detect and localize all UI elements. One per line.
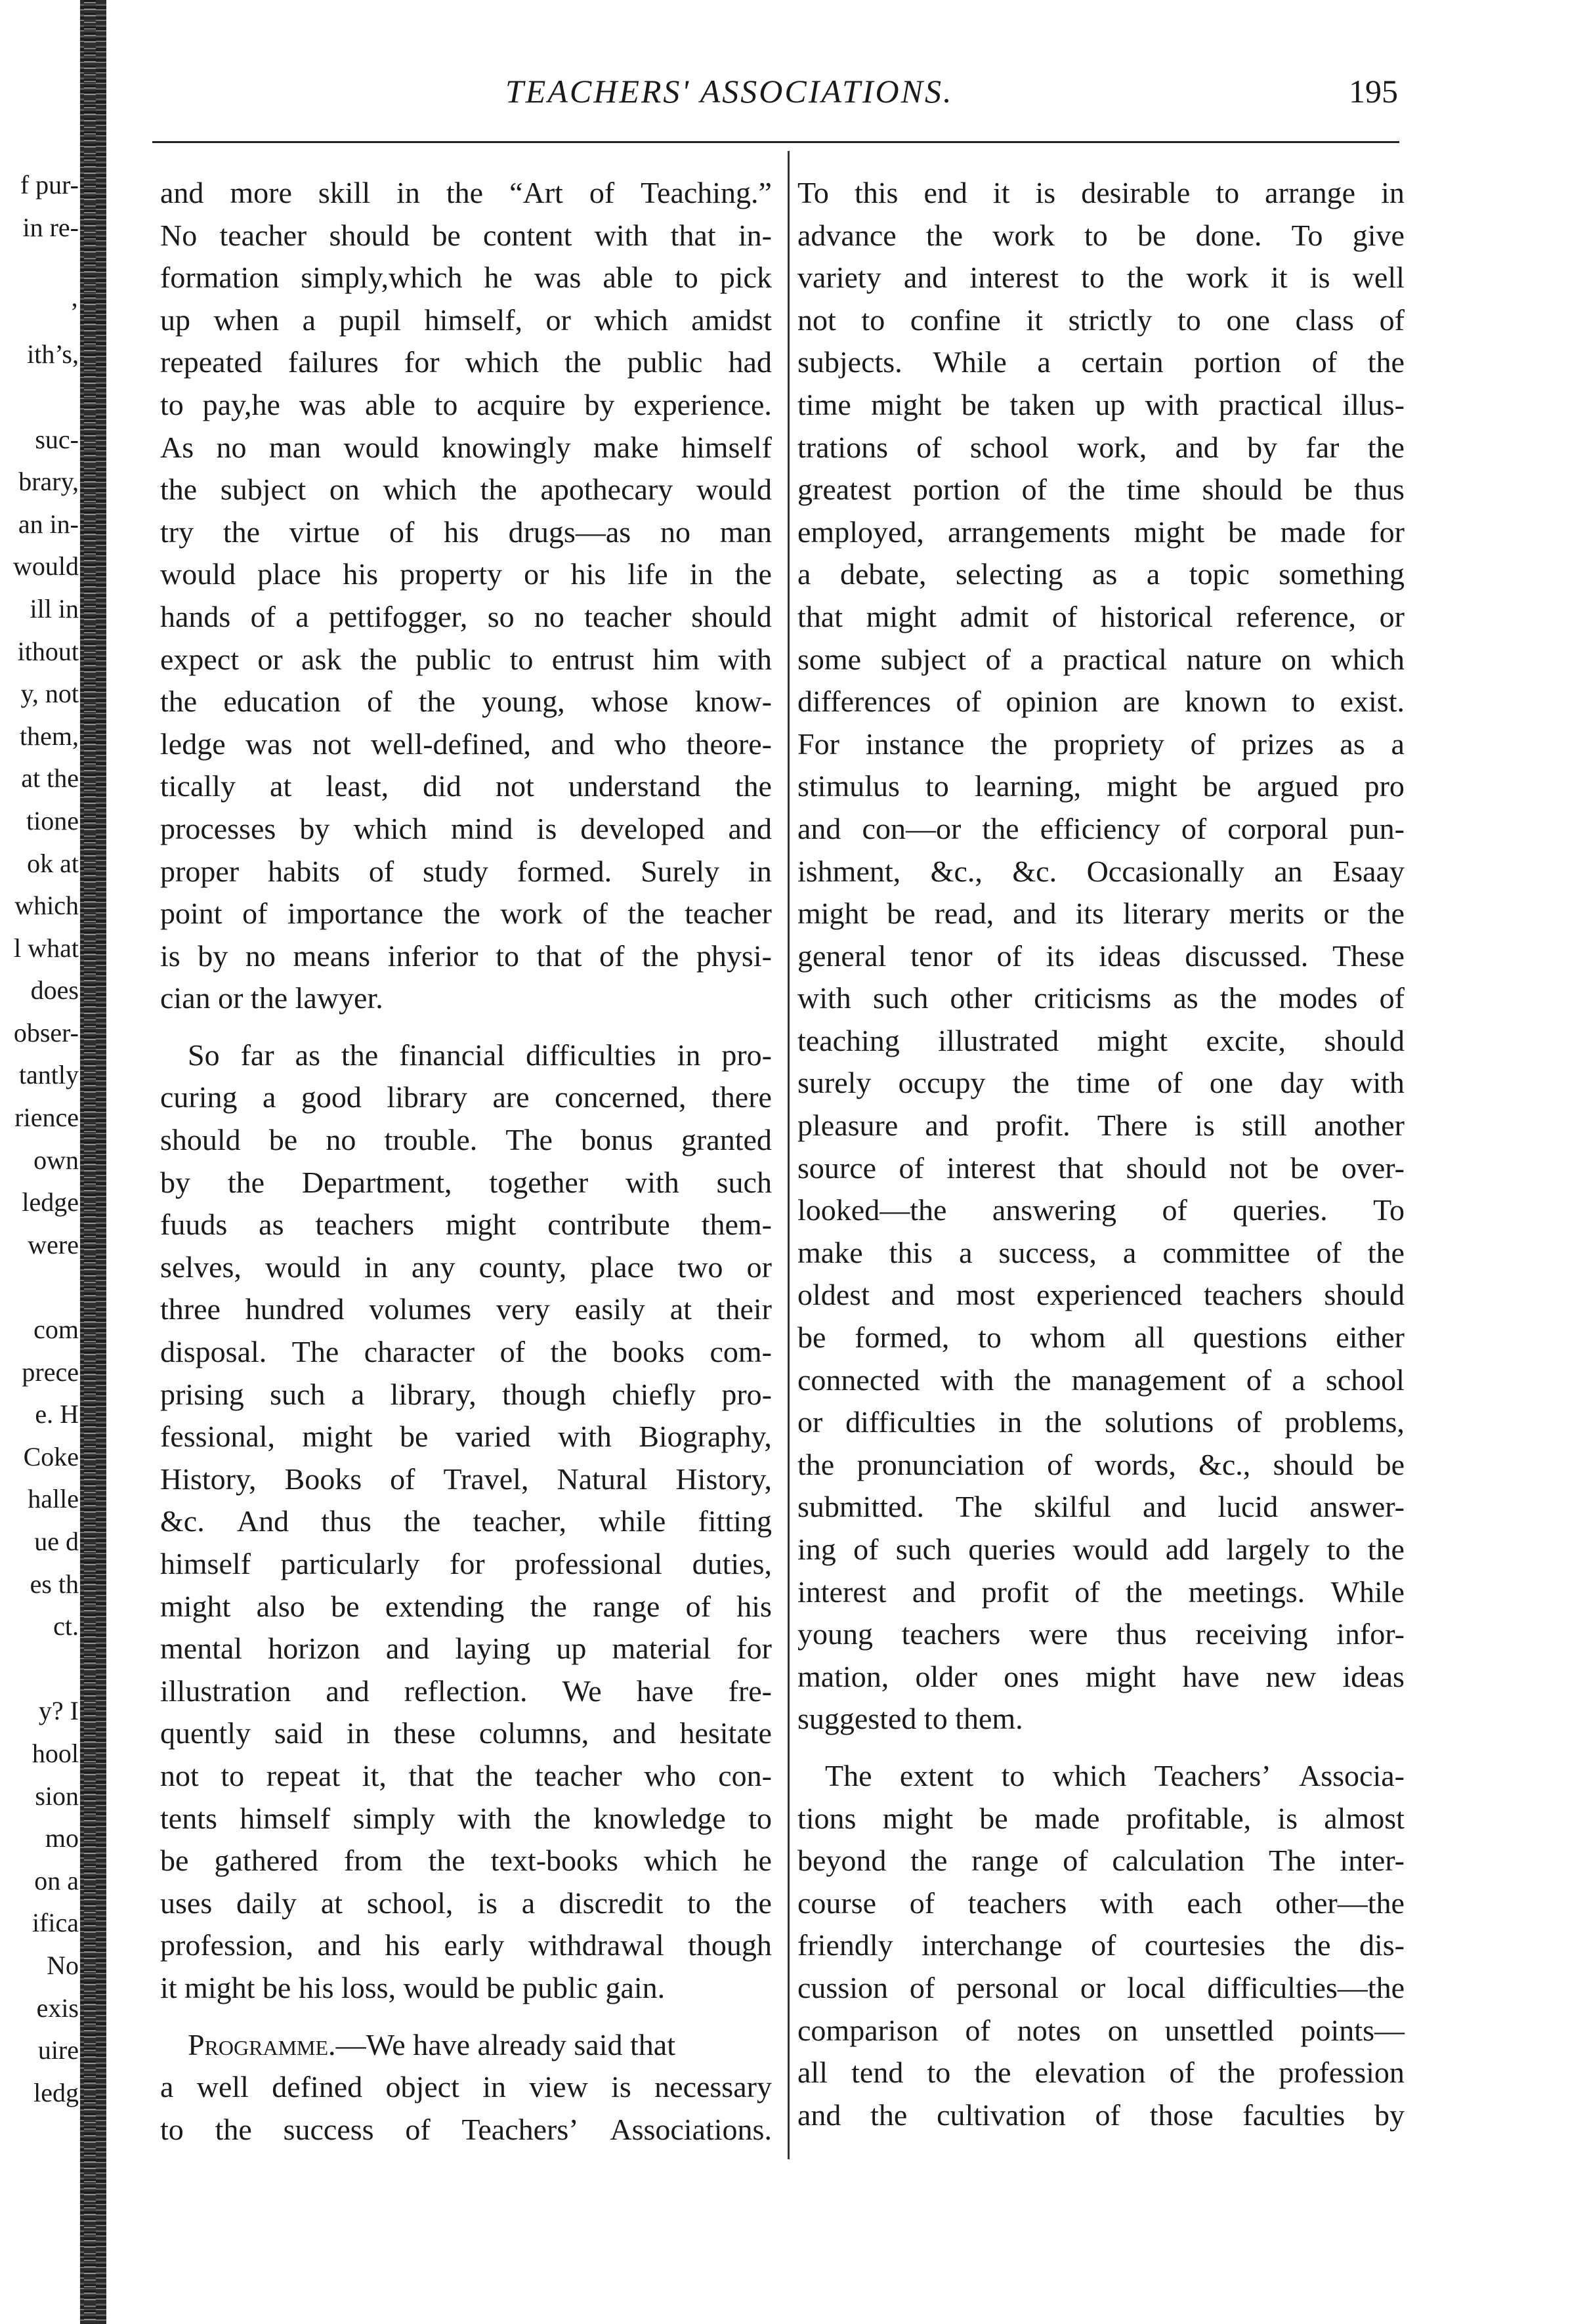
text-line: For instance the propriety of prizes as a (797, 727, 1405, 761)
margin-fragment: f pur- (20, 170, 79, 200)
text-line: not to repeat it, that the teacher who con- (160, 1758, 772, 1792)
text-line: would place his property or his life in the (160, 557, 772, 591)
text-line: up when a pupil himself, or which amidst (160, 303, 772, 337)
margin-fragment (0, 1648, 79, 1691)
column-divider (788, 151, 790, 2159)
text-line: illustration and reflection. We have fre- (160, 1674, 772, 1708)
text-line: surely occupy the time of one day with (797, 1066, 1405, 1100)
margin-fragment: ue d (34, 1527, 79, 1556)
text-line: disposal. The character of the books com- (160, 1335, 772, 1369)
text-line: interest and profit of the meetings. While (797, 1574, 1405, 1609)
text-line: it might be his loss, would be public gain. (160, 1970, 666, 2004)
margin-fragment: prece (22, 1357, 79, 1387)
margin-fragment: halle (28, 1484, 79, 1514)
text-line: repeated failures for which the public had (160, 345, 772, 379)
margin-fragment: obser- (13, 1017, 79, 1047)
margin-fragment: own (33, 1145, 79, 1175)
text-line: mental horizon and laying up material for (160, 1632, 772, 1666)
margin-fragment: exis (36, 1993, 79, 2023)
text-line: the pronunciation of words, &c., should be (797, 1447, 1405, 1481)
text-line: No teacher should be content with that in- (160, 218, 772, 252)
text-line (160, 2024, 772, 2067)
margin-fragment: rience (14, 1103, 79, 1133)
text-line: friendly interchange of courtesies the dis- (797, 1928, 1405, 1962)
text-line: make this a success, a committee of the (797, 1235, 1405, 1269)
margin-fragment: ifica (32, 1908, 79, 1938)
text-line: connected with the management of a school (797, 1363, 1405, 1397)
text-line: course of teachers with each other—the (797, 1886, 1405, 1920)
text-line: selves, would in any county, place two or (160, 1250, 772, 1284)
margin-fragment: hool (32, 1738, 79, 1768)
text-line: fuuds as teachers might contribute them- (160, 1208, 772, 1242)
text-line: profession, and his early withdrawal though (160, 1928, 772, 1962)
margin-fragment: uire (37, 2035, 79, 2065)
text-line: time might be taken up with practical illus- (797, 387, 1405, 421)
text-line: source of interest that should not be over- (797, 1151, 1405, 1185)
text-line: processes by which mind is developed and (160, 811, 772, 845)
text-line: hands of a pettifogger, so no teacher should (160, 599, 772, 633)
text-line: ing of such queries would add largely to the (797, 1532, 1405, 1566)
paragraph (797, 1755, 1405, 2136)
margin-fragment: does (30, 975, 79, 1005)
margin-fragment: No (47, 1950, 79, 1980)
text-line: differences of opinion are known to exist. (797, 685, 1405, 719)
paragraph (160, 1034, 772, 2010)
margin-fragment: y, not (20, 679, 79, 709)
text-line: stimulus to learning, might be argued pro (797, 769, 1405, 803)
text-line: So far as the financial difficulties in pro- (188, 1038, 772, 1072)
text-line: might also be extending the range of his (160, 1589, 772, 1623)
paragraph (160, 2024, 772, 2151)
text-line: cussion of personal or local difficulties—the (797, 1970, 1405, 2004)
margin-fragment: ok at (27, 848, 79, 878)
margin-fragment: ith’s, (27, 339, 79, 370)
margin-fragment: ledg (33, 2077, 79, 2107)
text-line: three hundred volumes very easily at their (160, 1292, 772, 1326)
margin-fragment: brary, (18, 467, 79, 497)
margin-fragment: com (33, 1315, 79, 1345)
text-line: mation, older ones might have new ideas (797, 1659, 1405, 1693)
text-line: advance the work to be done. To give (797, 218, 1405, 252)
text-line: try the virtue of his drugs—as no man (160, 515, 772, 549)
margin-fragment: ’ (70, 297, 79, 327)
text-line: to pay,he was able to acquire by experience. (160, 387, 772, 421)
text-line: not to confine it strictly to one class of (797, 303, 1405, 337)
margin-fragment: which (14, 891, 79, 921)
text-line: cian or the lawyer. (160, 981, 383, 1015)
text-line: with such other criticisms as the modes of (797, 981, 1405, 1015)
page-header (151, 72, 1398, 125)
text-line: prising such a library, though chiefly pro- (160, 1377, 772, 1411)
text-line: To this end it is desirable to arrange in (797, 176, 1405, 209)
text-line: himself particularly for professional duties, (160, 1547, 772, 1580)
text-line: uses daily at school, is a discredit to the (160, 1886, 772, 1920)
text-line: the subject on which the apothecary would (160, 473, 772, 507)
margin-fragment: tantly (18, 1060, 79, 1090)
header-rule (152, 141, 1399, 143)
margin-fragment: ledge (22, 1187, 79, 1217)
text-line: some subject of a practical nature on which (797, 642, 1405, 676)
text-line: ledge was not well-defined, and who theore- (160, 727, 772, 761)
margin-fragment: tione (26, 805, 79, 835)
text-line: all tend to the elevation of the profession (797, 2056, 1405, 2090)
margin-fragment: would (13, 551, 79, 581)
text-line: quently said in these columns, and hesitate (160, 1716, 772, 1750)
text-line: proper habits of study formed. Surely in (160, 854, 772, 888)
binding-gutter (80, 0, 106, 2324)
text-line: &c. And thus the teacher, while fitting (160, 1504, 772, 1538)
text-line: comparison of notes on unsettled points— (797, 2013, 1405, 2047)
text-line: tically at least, did not understand the (160, 769, 772, 803)
margin-fragment: were (28, 1229, 79, 1259)
margin-fragment: l what (14, 933, 79, 963)
text-line: employed, arrangements might be made for (797, 515, 1405, 549)
text-line: that might admit of historical reference, or (797, 599, 1405, 633)
text-line: oldest and most experienced teachers should (797, 1278, 1405, 1312)
text-line: variety and interest to the work it is well (797, 261, 1405, 295)
text-line: ishment, &c., &c. Occasionally an Esaay (797, 854, 1405, 888)
text-line: expect or ask the public to entrust him with (160, 642, 772, 676)
text-line: general tenor of its ideas discussed. These (797, 939, 1405, 973)
facing-page-fragments (0, 164, 79, 2133)
text-line: young teachers were thus receiving infor- (797, 1617, 1405, 1651)
page-number: 195 (1349, 73, 1398, 110)
text-line: and con—or the efficiency of corporal pun- (797, 811, 1405, 845)
margin-fragment (0, 249, 79, 291)
margin-fragment (0, 1266, 79, 1309)
text-line: should be no trouble. The bonus granted (160, 1123, 772, 1157)
text-line: fessional, might be varied with Biography, (160, 1420, 772, 1454)
text-line: The extent to which Teachers’ Associa- (825, 1758, 1405, 1792)
text-line: to the success of Teachers’ Associations. (160, 2112, 772, 2146)
text-line: point of importance the work of the teacher (160, 897, 772, 931)
margin-fragment (0, 376, 79, 419)
margin-fragment: ithout (17, 636, 79, 666)
margin-fragment: ct. (53, 1611, 79, 1641)
margin-fragment: an in- (18, 509, 79, 539)
text-line: or difficulties in the solutions of problems, (797, 1405, 1405, 1439)
margin-fragment: mo (45, 1823, 79, 1853)
margin-fragment: on a (34, 1865, 79, 1895)
running-title: TEACHERS' ASSOCIATIONS. (505, 73, 954, 110)
text-line-rest: —We have already said that (335, 2027, 675, 2061)
paragraph (160, 172, 772, 1020)
text-line: and more skill in the “Art of Teaching.” (160, 176, 772, 209)
text-line: beyond the range of calculation The inter- (797, 1844, 1405, 1878)
margin-fragment: in re- (22, 212, 79, 242)
text-line: be gathered from the text-books which he (160, 1844, 772, 1878)
text-line: teaching illustrated might excite, should (797, 1023, 1405, 1057)
right-column (797, 172, 1405, 2136)
text-line: and the cultivation of those faculties by (797, 2098, 1405, 2132)
margin-fragment: at the (21, 763, 79, 793)
text-line: be formed, to whom all questions either (797, 1320, 1405, 1355)
paragraph (797, 172, 1405, 1741)
text-line: tents himself simply with the knowledge to (160, 1801, 772, 1835)
margin-fragment: y? I (38, 1696, 79, 1726)
margin-fragment: es th (30, 1569, 79, 1599)
text-line: curing a good library are concerned, there (160, 1080, 772, 1114)
text-line: by the Department, together with such (160, 1165, 772, 1199)
text-line: a debate, selecting as a topic something (797, 557, 1405, 591)
margin-fragment: ill in (30, 593, 79, 623)
margin-fragment: sion (35, 1781, 79, 1811)
text-line: might be read, and its literary merits or the (797, 897, 1405, 931)
margin-fragment: them, (20, 721, 79, 751)
programme-heading: Programme. (188, 2027, 336, 2061)
margin-fragment: e. H (35, 1399, 79, 1429)
text-line: trations of school work, and by far the (797, 430, 1405, 464)
text-line: looked—the answering of queries. To (797, 1193, 1405, 1227)
left-column (160, 172, 772, 2151)
text-line: is by no means inferior to that of the physi- (160, 939, 772, 973)
text-line: pleasure and profit. There is still another (797, 1109, 1405, 1143)
text-line: submitted. The skilful and lucid answer- (797, 1490, 1405, 1524)
text-line: a well defined object in view is necessary (160, 2070, 772, 2104)
margin-fragment: suc- (35, 424, 79, 454)
text-line: As no man would knowingly make himself (160, 430, 772, 464)
text-line: formation simply,which he was able to pick (160, 261, 772, 295)
margin-fragment: Coke (23, 1441, 79, 1471)
text-line: the education of the young, whose know- (160, 685, 772, 719)
text-line: History, Books of Travel, Natural History, (160, 1462, 772, 1496)
text-line: suggested to them. (797, 1702, 1023, 1736)
text-line: greatest portion of the time should be thus (797, 473, 1405, 507)
text-line: subjects. While a certain portion of the (797, 345, 1405, 379)
text-line: tions might be made profitable, is almost (797, 1801, 1405, 1835)
